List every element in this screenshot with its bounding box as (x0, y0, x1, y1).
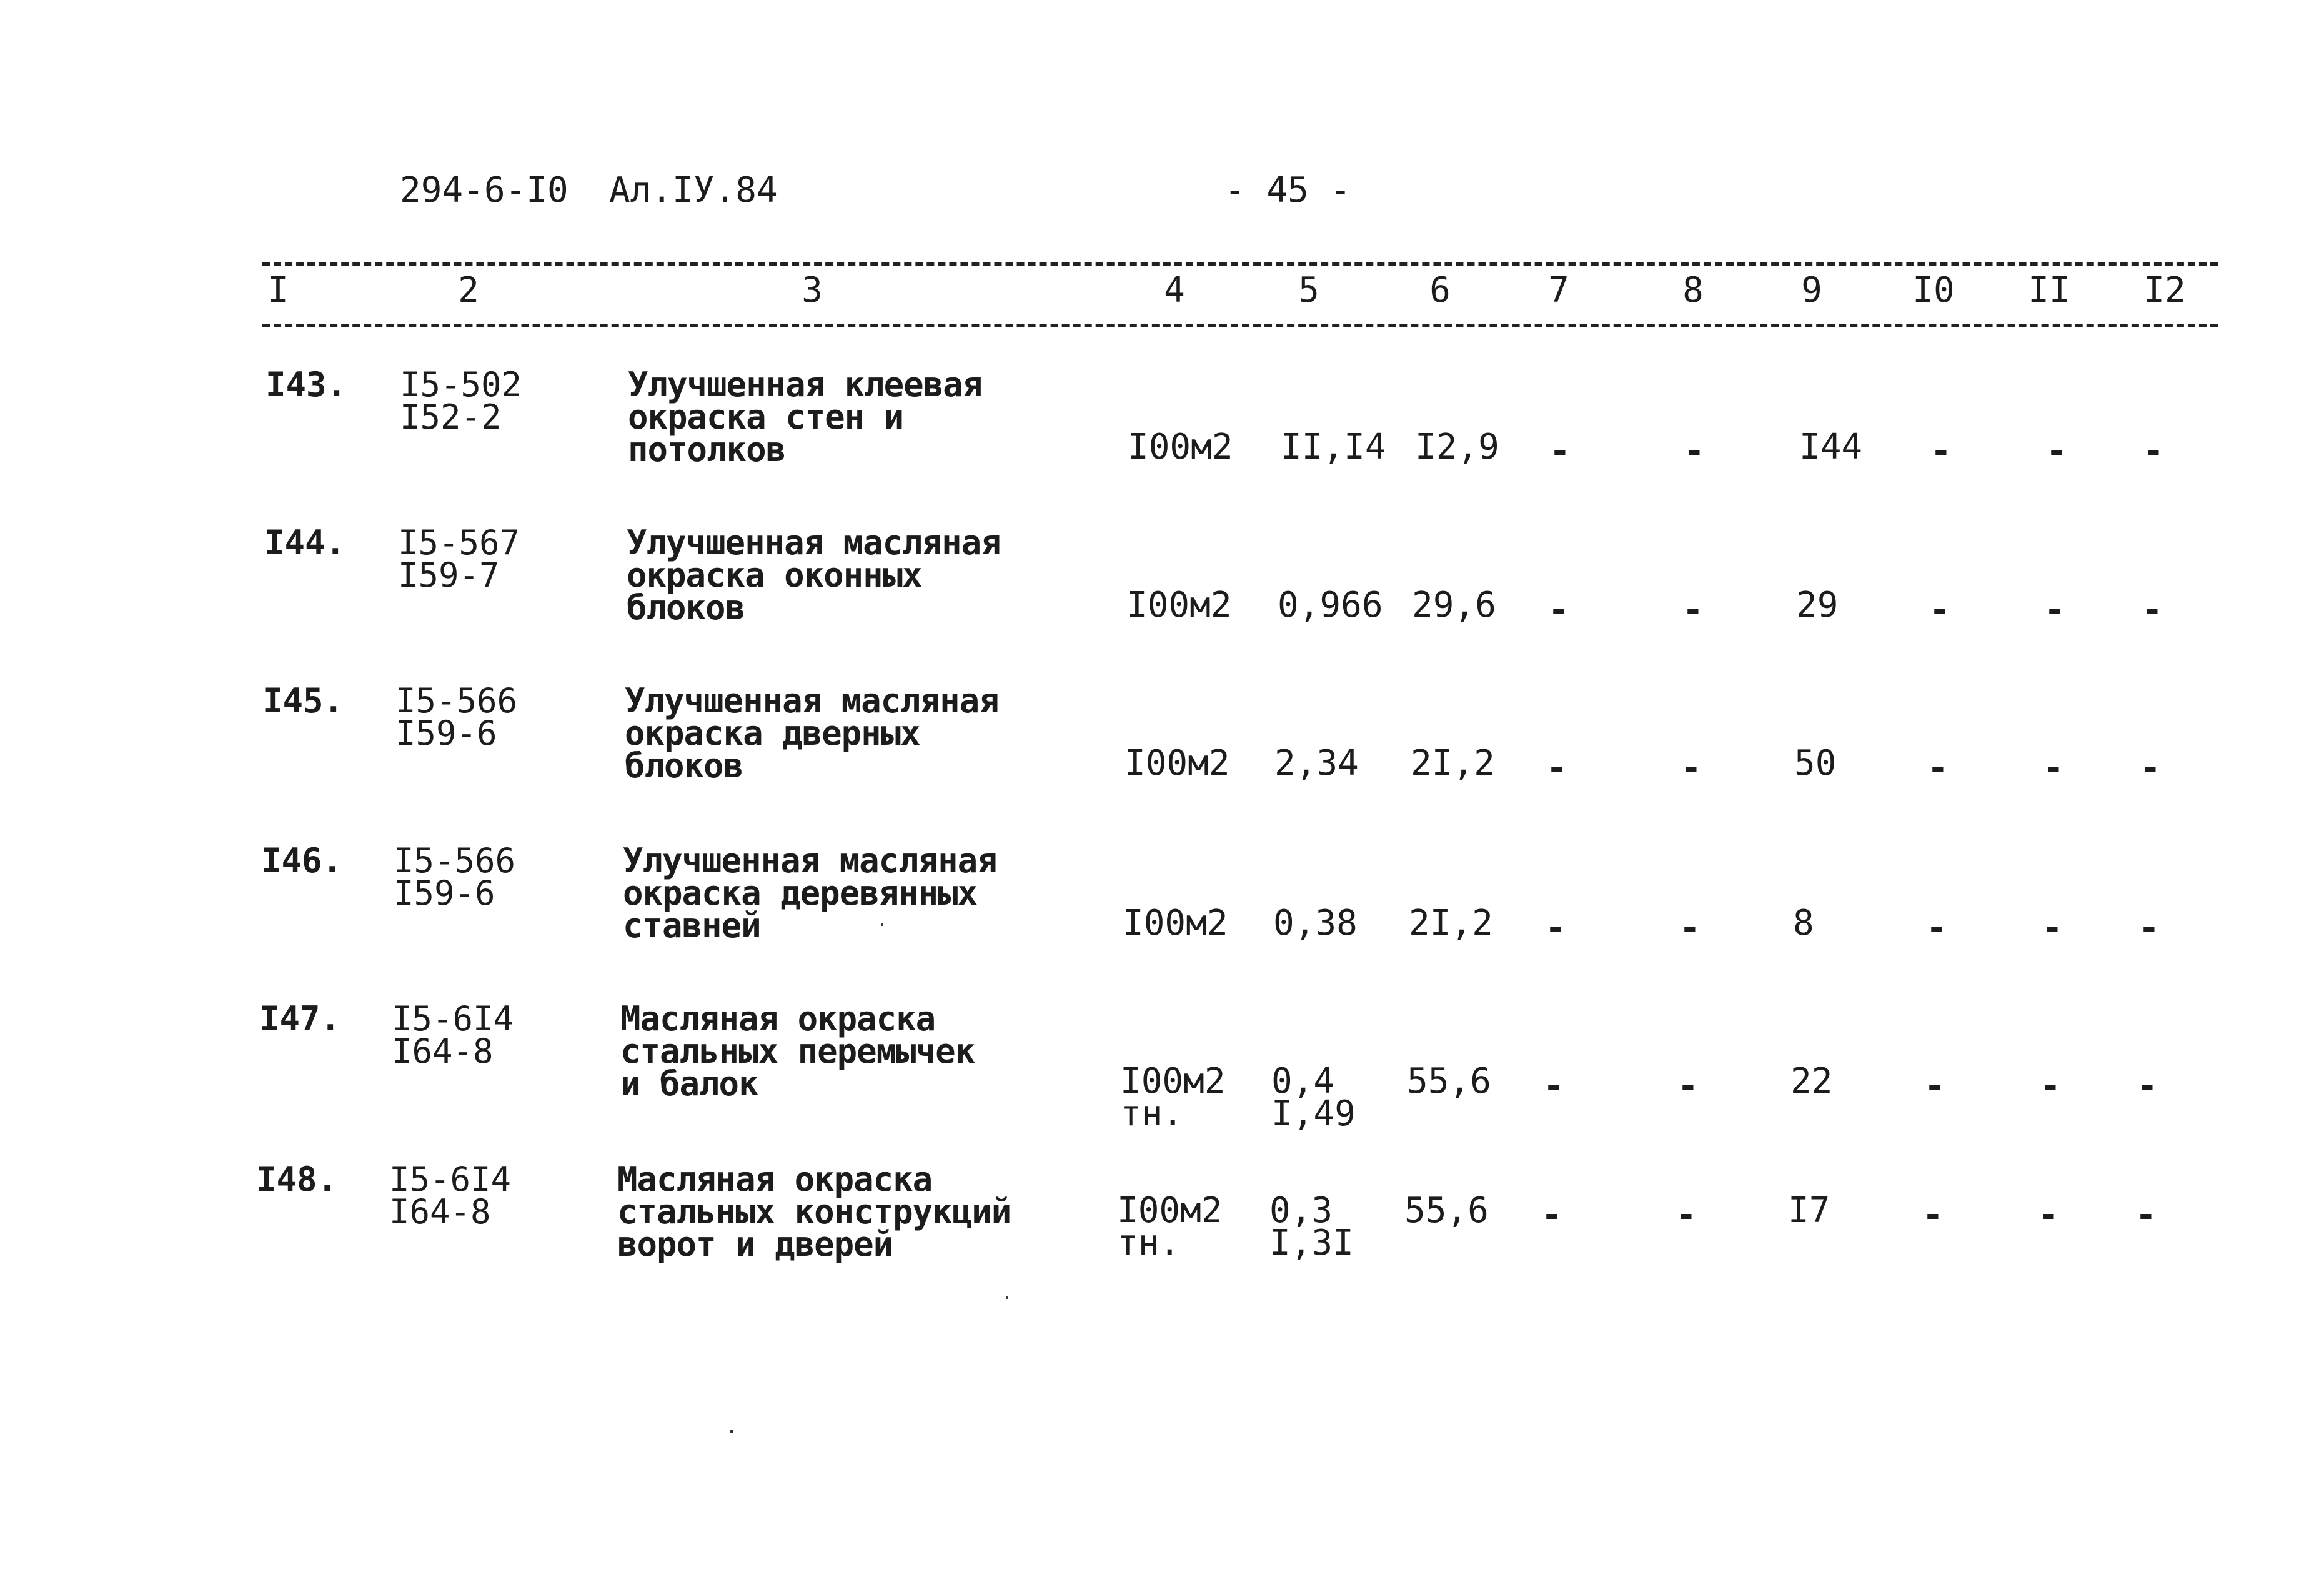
row-number: I44. (264, 523, 346, 562)
norm-code-line-1: I5-567 (398, 523, 520, 562)
column-10-value: - (1924, 1065, 1945, 1106)
norm-code-line-1: I5-6I4 (392, 999, 514, 1038)
description-line-2: окраска дверных (625, 714, 920, 753)
description-line-2: стальных конструкций (617, 1192, 1011, 1231)
quantity (1271, 1061, 1356, 1134)
description-line-3: и балок (620, 1064, 758, 1103)
column-header-7: 7 (1548, 270, 1569, 311)
page-number: - 45 - (1224, 170, 1351, 211)
column-11-value: - (2044, 589, 2065, 630)
column-9-value: 22 (1790, 1061, 1833, 1102)
column-6-value: 55,6 (1407, 1061, 1491, 1102)
row-number: I47. (259, 999, 341, 1038)
column-12-value: - (2137, 1065, 2158, 1106)
column-header-5: 5 (1298, 270, 1319, 311)
row-number: I43. (266, 365, 347, 404)
scan-speck (730, 1430, 733, 1433)
quantity: 0,38 (1273, 903, 1358, 943)
column-9-value: I44 (1799, 427, 1863, 467)
work-description (620, 999, 975, 1103)
quantity-line-2: I,3I (1269, 1223, 1354, 1263)
column-header-8: 8 (1682, 270, 1704, 311)
description-line-2: стальных перемычек (620, 1032, 975, 1071)
quantity-line-2: I,49 (1271, 1093, 1356, 1134)
column-8-value: - (1681, 747, 1702, 788)
description-line-2: окраска оконных (627, 555, 922, 595)
norm-code-line-2: I59-7 (398, 555, 500, 595)
description-line-3: ворот и дверей (617, 1225, 893, 1264)
quantity: 2,34 (1274, 743, 1359, 784)
norm-code (394, 841, 516, 913)
column-11-value: - (2038, 1195, 2059, 1235)
quantity: II,I4 (1281, 427, 1386, 467)
column-10-value: - (1930, 431, 1952, 472)
norm-code-line-1: I5-566 (394, 841, 516, 880)
column-8-value: - (1679, 907, 1701, 948)
description-line-1: Улучшенная масляная (623, 841, 997, 880)
column-7-value: - (1546, 747, 1567, 788)
description-line-3: блоков (627, 588, 745, 627)
description-line-1: Улучшенная клеевая (628, 365, 983, 404)
unit: I00м2 (1128, 427, 1233, 467)
norm-code-line-1: I5-502 (400, 365, 522, 404)
column-7-value: - (1548, 589, 1569, 630)
column-11-value: - (2040, 1065, 2061, 1106)
column-6-value: I2,9 (1415, 427, 1499, 467)
column-7-value: - (1541, 1195, 1562, 1235)
album-reference: Ал.IУ.84 (609, 170, 778, 211)
column-6-value: 55,6 (1404, 1190, 1489, 1231)
norm-code (392, 999, 514, 1071)
column-11-value: - (2042, 907, 2063, 948)
work-description (628, 365, 983, 469)
description-line-2: окраска стен и (628, 397, 904, 437)
description-line-1: Масляная окраска (620, 999, 936, 1038)
column-10-value: - (1927, 747, 1949, 788)
column-12-value: - (2138, 907, 2160, 948)
unit-line-1: I00м2 (1120, 1061, 1226, 1102)
column-header-6: 6 (1429, 270, 1451, 311)
norm-code (400, 365, 522, 437)
description-line-1: Улучшенная масляная (627, 523, 1001, 562)
norm-code (398, 523, 520, 595)
scan-speck (881, 923, 883, 926)
column-7-value: - (1543, 1065, 1564, 1106)
column-9-value: 29 (1796, 585, 1839, 625)
norm-code-line-2: I52-2 (400, 397, 502, 437)
norm-code-line-2: I64-8 (389, 1192, 491, 1231)
unit-line-1: I00м2 (1117, 1190, 1223, 1231)
table-row (0, 681, 2324, 841)
unit: I00м2 (1126, 585, 1232, 625)
column-header-10: I0 (1912, 270, 1955, 311)
column-10-value: - (1926, 907, 1947, 948)
norm-code-line-1: I5-566 (395, 681, 518, 720)
work-description (617, 1160, 1011, 1264)
column-10-value: - (1922, 1195, 1944, 1235)
quantity-line-1: 0,3 (1269, 1190, 1333, 1231)
table-row (0, 841, 2324, 1001)
column-header-12: I2 (2143, 270, 2186, 311)
description-line-1: Улучшенная масляная (625, 681, 999, 720)
unit (1117, 1190, 1223, 1263)
column-11-value: - (2046, 431, 2067, 472)
description-line-1: Масляная окраска (617, 1160, 933, 1199)
column-header-2: 2 (458, 270, 479, 311)
column-6-value: 29,6 (1412, 585, 1496, 625)
column-header-3: 3 (802, 270, 823, 311)
table-row (0, 999, 2324, 1159)
column-8-value: - (1676, 1195, 1697, 1235)
column-header-9: 9 (1801, 270, 1822, 311)
column-8-value: - (1684, 431, 1705, 472)
row-number: I46. (261, 841, 343, 880)
table-row (0, 365, 2324, 525)
norm-code-line-1: I5-6I4 (389, 1160, 512, 1199)
column-8-value: - (1682, 589, 1704, 630)
column-7-value: - (1549, 431, 1571, 472)
column-9-value: I7 (1788, 1190, 1830, 1231)
column-7-value: - (1545, 907, 1566, 948)
column-12-value: - (2143, 431, 2164, 472)
row-number: I48. (256, 1160, 338, 1199)
unit: I00м2 (1123, 903, 1228, 943)
unit: I00м2 (1125, 743, 1230, 784)
column-12-value: - (2142, 589, 2163, 630)
column-11-value: - (2043, 747, 2064, 788)
column-10-value: - (1929, 589, 1950, 630)
norm-code-line-2: I64-8 (392, 1032, 494, 1071)
unit-line-2: тн. (1120, 1093, 1184, 1134)
norm-code-line-2: I59-6 (394, 873, 495, 913)
column-6-value: 2I,2 (1409, 903, 1493, 943)
column-header-1: I (267, 270, 289, 311)
quantity-line-1: 0,4 (1271, 1061, 1335, 1102)
column-12-value: - (2140, 747, 2161, 788)
column-header-11: II (2028, 270, 2070, 311)
description-line-2: окраска деревянных (623, 873, 978, 913)
scan-speck (1006, 1296, 1008, 1299)
document-code: 294-6-I0 (400, 170, 569, 211)
norm-code (389, 1160, 512, 1231)
work-description (623, 841, 997, 945)
work-description (625, 681, 999, 785)
unit-line-2: тн. (1117, 1223, 1181, 1263)
unit (1120, 1061, 1226, 1134)
column-6-value: 2I,2 (1411, 743, 1495, 784)
table-row (0, 1160, 2324, 1320)
description-line-3: ставней (623, 906, 761, 945)
description-line-3: блоков (625, 746, 743, 785)
quantity: 0,966 (1278, 585, 1383, 625)
column-9-value: 8 (1793, 903, 1814, 943)
norm-code (395, 681, 518, 753)
table-row (0, 523, 2324, 683)
description-line-3: потолков (628, 430, 786, 469)
work-description (627, 523, 1001, 627)
table-header-rule (262, 324, 2218, 327)
column-8-value: - (1677, 1065, 1699, 1106)
column-header-4: 4 (1164, 270, 1185, 311)
column-9-value: 50 (1794, 743, 1837, 784)
table-top-rule (262, 262, 2218, 266)
row-number: I45. (262, 681, 344, 720)
norm-code-line-2: I59-6 (395, 714, 497, 753)
quantity (1269, 1190, 1354, 1263)
column-12-value: - (2135, 1195, 2157, 1235)
